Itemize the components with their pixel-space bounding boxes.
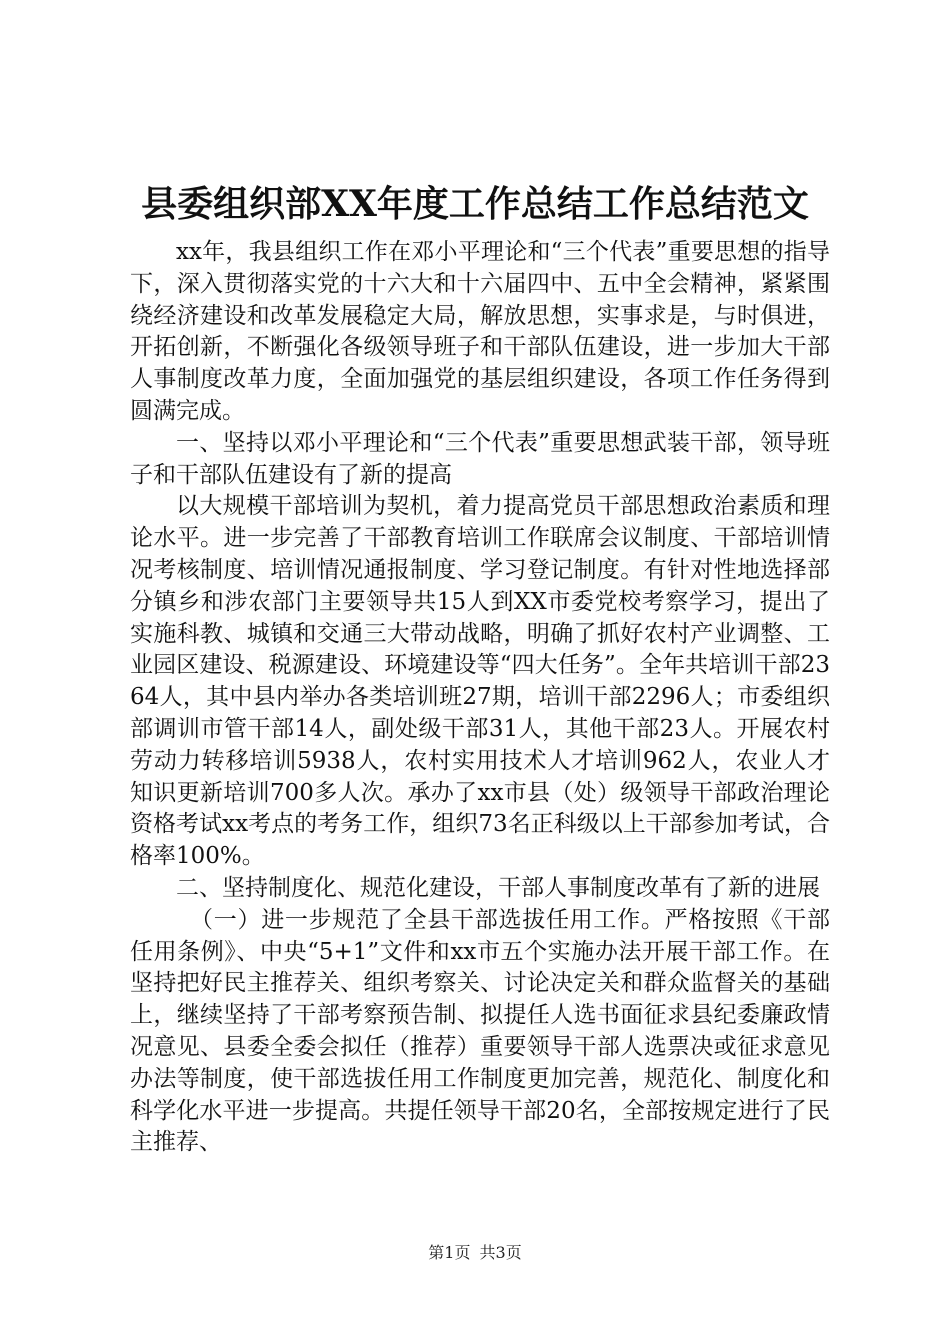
page-footer <box>0 1242 950 1264</box>
paragraph-section-1-heading: 一、坚持以邓小平理论和“三个代表”重要思想武装干部，领导班子和干部队伍建设有了新的提高 <box>130 429 830 488</box>
paragraph-intro: xx年，我县组织工作在邓小平理论和“三个代表”重要思想的指导下，深入贯彻落实党的十六大和十六届四中、五中全会精神，紧紧围绕经济建设和改革发展稳定大局，解放思想，实事求是，与时俱进，开拓创新，不断强化各级领导班子和干部队伍建设，进一步加大干部人事制度改革力度，全面加强党的基层组织建设，各项工作任务得到圆满完成。 <box>130 239 830 424</box>
document-body <box>130 237 830 1159</box>
paragraph-section-2-heading: 二、坚持制度化、规范化建设，干部人事制度改革有了新的进展 <box>176 874 820 901</box>
page-total: 共3页 <box>479 1243 522 1262</box>
paragraph-selection: （一）进一步规范了全县干部选拔任用工作。严格按照《干部任用条例》、中央“5+1”文件和xx市五个实施办法开展干部工作。在坚持把好民主推荐关、组织考察关、讨论决定关和群众监督关的基础上，继续坚持了干部考察预告制、拟提任人选书面征求县纪委廉政情况意见、县委全委会拟任（推荐）重要领导干部人选票决或征求意见办法等制度，使干部选拔任用工作制度更加完善，规范化、制度化和科学化水平进一步提高。共提任领导干部20名，全部按规定进行了民主推荐、 <box>130 906 830 1156</box>
document-title: 县委组织部XX年度工作总结工作总结范文 <box>141 183 809 225</box>
page-number: 第1页 <box>428 1243 471 1262</box>
paragraph-training: 以大规模干部培训为契机，着力提高党员干部思想政治素质和理论水平。进一步完善了干部教育培训工作联席会议制度、干部培训情况考核制度、培训情况通报制度、学习登记制度。有针对性地选择部分镇乡和涉农部门主要领导共15人到XX市委党校考察学习，提出了实施科教、城镇和交通三大带动战略，明确了抓好农村产业调整、工业园区建设、税源建设、环境建设等“四大任务”。全年共培训干部2364人，其中县内举办各类培训班27期，培训干部2296人；市委组织部调训市管干部14人，副处级干部31人，其他干部23人。开展农村劳动力转移培训5938人，农村实用技术人才培训962人，农业人才知识更新培训700多人次。承办了xx市县（处）级领导干部政治理论资格考试xx考点的考务工作，组织73名正科级以上干部参加考试，合格率100%。 <box>130 493 830 870</box>
